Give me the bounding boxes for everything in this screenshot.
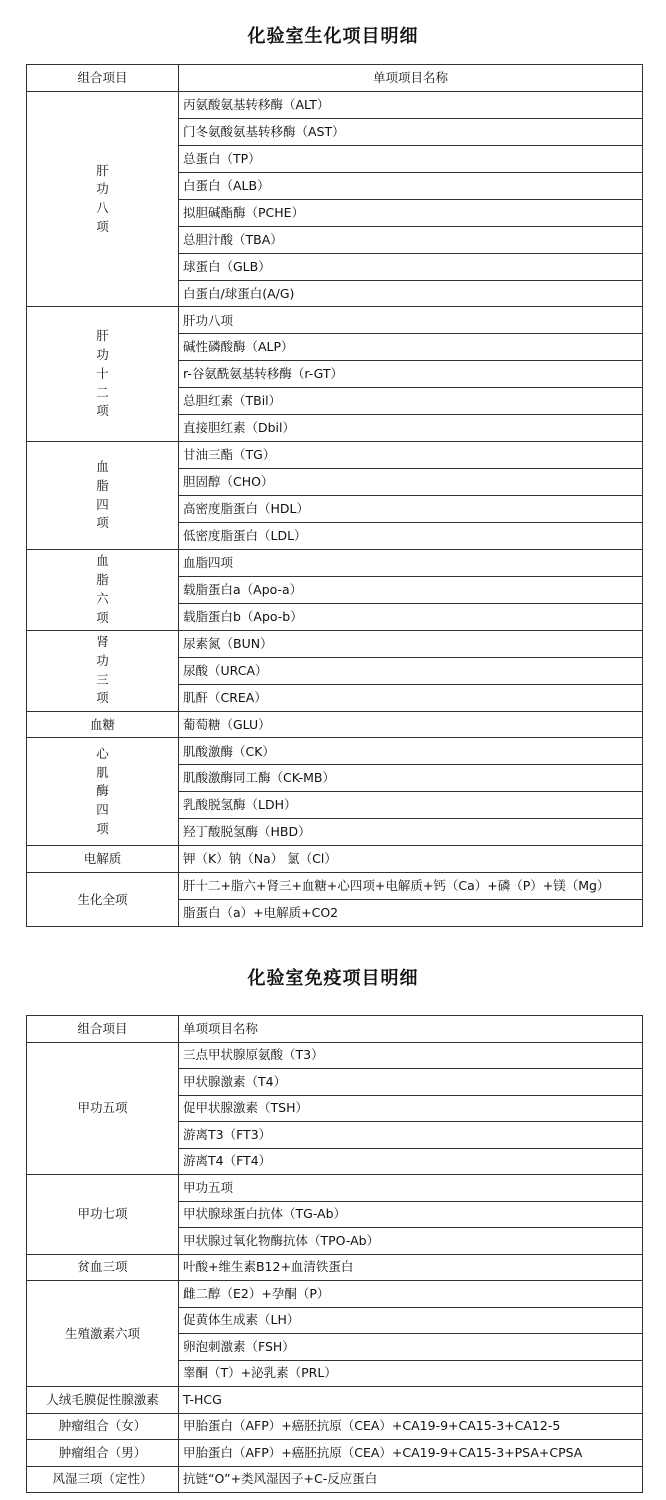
table-row <box>27 873 643 900</box>
table-row <box>27 846 643 873</box>
group-name-vertical-text: 肝功八项 <box>96 162 109 234</box>
table-row <box>27 1042 643 1069</box>
group-name-cell: 甲功七项 <box>27 1175 179 1255</box>
item-name-cell: 尿素氮（BUN） <box>179 630 643 657</box>
group-name-cell <box>27 442 179 550</box>
table-row <box>27 1254 643 1281</box>
item-name-cell: 白蛋白/球蛋白(A/G) <box>179 280 643 307</box>
item-name-cell: 甘油三酯（TG） <box>179 442 643 469</box>
table-row <box>27 630 643 657</box>
item-name-cell: 总胆汁酸（TBA） <box>179 226 643 253</box>
group-name-cell: 生殖激素六项 <box>27 1281 179 1387</box>
item-name-cell: 促黄体生成素（LH） <box>179 1307 643 1334</box>
table-row <box>27 549 643 576</box>
item-name-cell: 甲胎蛋白（AFP）+癌胚抗原（CEA）+CA19-9+CA15-3+PSA+CPSA <box>179 1440 643 1467</box>
item-name-cell: r-谷氨酰氨基转移酶（r-GT） <box>179 361 643 388</box>
item-name-cell: 载脂蛋白a（Apo-a） <box>179 576 643 603</box>
immuno-section-title: 化验室免疫项目明细 <box>247 968 419 989</box>
group-name-cell: 风湿三项（定性） <box>27 1466 179 1493</box>
item-name-cell: 甲状腺过氧化物酶抗体（TPO-Ab） <box>179 1228 643 1255</box>
table-row <box>27 91 643 118</box>
table-row <box>27 1466 643 1493</box>
item-name-cell: 三点甲状腺原氨酸（T3） <box>179 1042 643 1069</box>
item-name-cell: 睾酮（T）+泌乳素（PRL） <box>179 1360 643 1387</box>
item-name-cell: 总胆红素（TBil） <box>179 388 643 415</box>
item-name-cell: 肝功八项 <box>179 307 643 334</box>
item-name-cell: 葡萄糖（GLU） <box>179 711 643 738</box>
table-row <box>27 1440 643 1467</box>
table-row <box>27 738 643 765</box>
item-name-cell: 球蛋白（GLB） <box>179 253 643 280</box>
table-row <box>27 1413 643 1440</box>
item-name-cell: T-HCG <box>179 1387 643 1414</box>
item-name-cell: 叶酸+维生素B12+血清铁蛋白 <box>179 1254 643 1281</box>
item-name-cell: 肝十二+脂六+肾三+血糖+心四项+电解质+钙（Ca）+磷（P）+镁（Mg） <box>179 873 643 900</box>
table-row <box>27 711 643 738</box>
group-name-cell: 肿瘤组合（男） <box>27 1440 179 1467</box>
item-name-cell: 游离T4（FT4） <box>179 1148 643 1175</box>
item-name-cell: 脂蛋白（a）+电解质+CO2 <box>179 900 643 927</box>
item-name-cell: 碱性磷酸酶（ALP） <box>179 334 643 361</box>
group-name-cell <box>27 307 179 442</box>
biochem-items-table <box>26 64 643 927</box>
table-row <box>27 442 643 469</box>
group-name-cell <box>27 630 179 711</box>
group-name-vertical-text: 心肌酶四项 <box>96 745 109 836</box>
item-name-cell: 钾（K）钠（Na） 氯（Cl） <box>179 846 643 873</box>
group-name-cell <box>27 549 179 630</box>
item-name-cell: 甲状腺球蛋白抗体（TG-Ab） <box>179 1201 643 1228</box>
group-name-cell: 电解质 <box>27 846 179 873</box>
group-name-cell: 甲功五项 <box>27 1042 179 1175</box>
table-row <box>27 1387 643 1414</box>
biochem-section-title: 化验室生化项目明细 <box>247 26 419 47</box>
item-name-cell: 血脂四项 <box>179 549 643 576</box>
item-name-cell: 抗链“O”+类风湿因子+C-反应蛋白 <box>179 1466 643 1493</box>
item-name-cell: 直接胆红素（Dbil） <box>179 415 643 442</box>
item-name-cell: 羟丁酸脱氢酶（HBD） <box>179 819 643 846</box>
item-name-cell: 肌酸激酶（CK） <box>179 738 643 765</box>
item-name-cell: 雌二醇（E2）+孕酮（P） <box>179 1281 643 1308</box>
immuno-items-table <box>26 1015 643 1493</box>
item-name-cell: 乳酸脱氢酶（LDH） <box>179 792 643 819</box>
item-column-header: 单项项目名称 <box>179 65 643 92</box>
table-header-row <box>27 65 643 92</box>
group-name-cell: 贫血三项 <box>27 1254 179 1281</box>
item-name-cell: 载脂蛋白b（Apo-b） <box>179 603 643 630</box>
group-name-vertical-text: 血脂四项 <box>96 459 109 531</box>
item-name-cell: 卵泡刺激素（FSH） <box>179 1334 643 1361</box>
group-name-vertical-text: 血脂六项 <box>96 553 109 625</box>
item-name-cell: 丙氨酸氨基转移酶（ALT） <box>179 91 643 118</box>
item-name-cell: 胆固醇（CHO） <box>179 469 643 496</box>
group-name-cell: 血糖 <box>27 711 179 738</box>
group-name-vertical-text: 肝功十二项 <box>96 328 109 419</box>
group-name-cell <box>27 738 179 846</box>
item-name-cell: 高密度脂蛋白（HDL） <box>179 496 643 523</box>
group-column-header: 组合项目 <box>27 65 179 92</box>
group-name-cell: 生化全项 <box>27 873 179 927</box>
item-name-cell: 拟胆碱酯酶（PCHE） <box>179 199 643 226</box>
item-name-cell: 总蛋白（TP） <box>179 145 643 172</box>
group-name-cell: 肿瘤组合（女） <box>27 1413 179 1440</box>
item-name-cell: 甲胎蛋白（AFP）+癌胚抗原（CEA）+CA19-9+CA15-3+CA12-5 <box>179 1413 643 1440</box>
table-row <box>27 1281 643 1308</box>
table-row <box>27 307 643 334</box>
item-column-header: 单项项目名称 <box>179 1016 643 1043</box>
item-name-cell: 肌酸激酶同工酶（CK-MB） <box>179 765 643 792</box>
table-row <box>27 1175 643 1202</box>
group-name-cell: 人绒毛膜促性腺激素 <box>27 1387 179 1414</box>
table-header-row <box>27 1016 643 1043</box>
item-name-cell: 低密度脂蛋白（LDL） <box>179 522 643 549</box>
item-name-cell: 肌酐（CREA） <box>179 684 643 711</box>
item-name-cell: 门冬氨酸氨基转移酶（AST） <box>179 118 643 145</box>
item-name-cell: 促甲状腺激素（TSH） <box>179 1095 643 1122</box>
group-column-header: 组合项目 <box>27 1016 179 1043</box>
item-name-cell: 尿酸（URCA） <box>179 657 643 684</box>
item-name-cell: 甲状腺激素（T4） <box>179 1069 643 1096</box>
item-name-cell: 白蛋白（ALB） <box>179 172 643 199</box>
item-name-cell: 游离T3（FT3） <box>179 1122 643 1149</box>
group-name-vertical-text: 肾功三项 <box>96 634 109 706</box>
item-name-cell: 甲功五项 <box>179 1175 643 1202</box>
group-name-cell <box>27 91 179 307</box>
